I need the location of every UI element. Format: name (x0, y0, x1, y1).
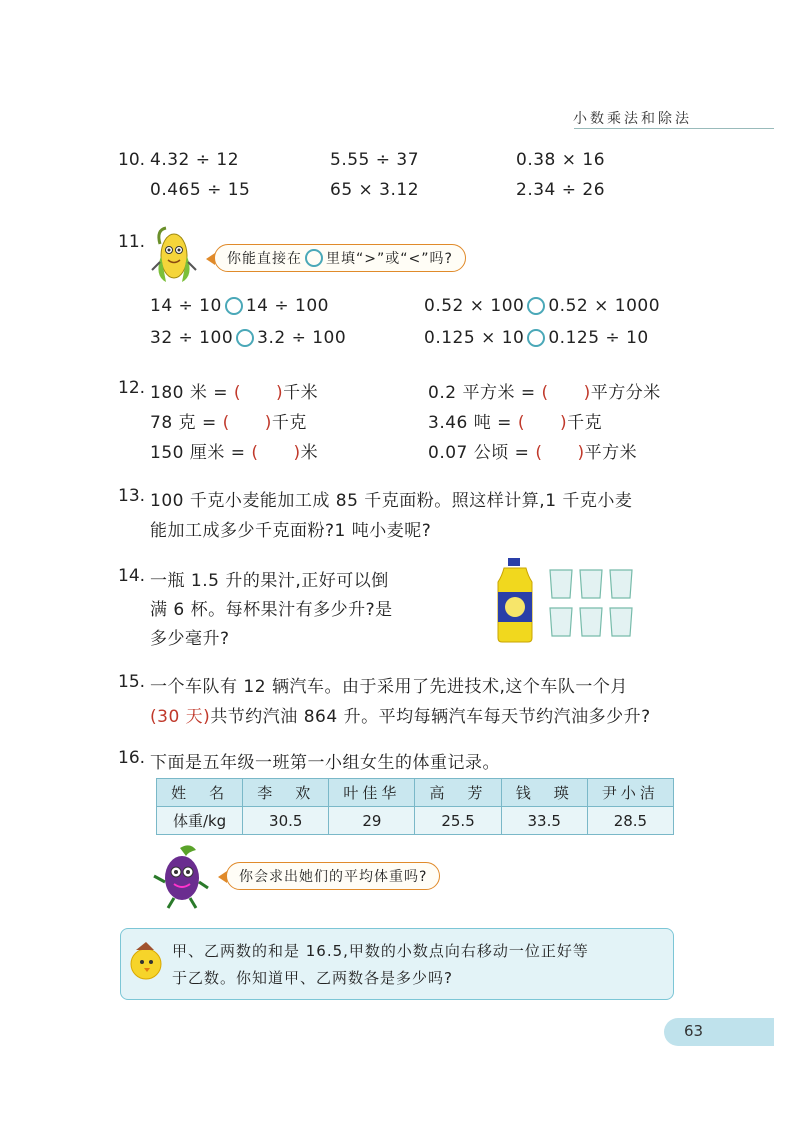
compare-right: 0.52 × 1000 (548, 296, 661, 316)
conversion-before: 180 米 = (150, 383, 228, 403)
q14-text: 多少毫升? (150, 629, 230, 649)
q14-number: 14. (118, 566, 146, 586)
conversion-unit: 米 (300, 443, 319, 463)
q10-expr: 0.465 ÷ 15 (150, 180, 251, 200)
conversion-item (428, 378, 661, 403)
answer-blank[interactable]: ( ) (535, 443, 585, 463)
bubble-text: 里填“>”或“<”吗? (326, 251, 453, 267)
conversion-item (150, 408, 307, 433)
q16-number: 16. (118, 748, 146, 768)
conversion-unit: 平方米 (584, 443, 638, 463)
q16-intro: 下面是五年级一班第一小组女生的体重记录。 (150, 753, 500, 773)
answer-circle[interactable] (527, 329, 545, 347)
juice-bottle-and-cups-illustration (494, 558, 644, 644)
cup-icon (550, 570, 632, 636)
weight-table (156, 778, 674, 835)
conversion-unit: 千米 (283, 383, 319, 403)
q10-expr: 65 × 3.12 (330, 180, 420, 200)
compare-circle-icon (305, 249, 323, 267)
conversion-item (150, 438, 318, 463)
compare-right: 0.125 ÷ 10 (548, 328, 649, 348)
answer-circle[interactable] (236, 329, 254, 347)
q16-speech-bubble (226, 862, 440, 890)
q11-number: 11. (118, 232, 146, 252)
conversion-unit: 千克 (271, 413, 307, 433)
thinking-line: 甲、乙两数的和是 16.5,甲数的小数点向右移动一位正好等 (172, 942, 589, 960)
eggplant-mascot-icon (150, 842, 212, 910)
answer-circle[interactable] (225, 297, 243, 315)
bubble-text: 你会求出她们的平均体重吗? (239, 869, 428, 885)
conversion-before: 0.2 平方米 = (428, 383, 536, 403)
q14-text: 满 6 杯。每杯果汁有多少升?是 (150, 600, 393, 620)
conversion-item (150, 378, 318, 403)
answer-circle[interactable] (527, 297, 545, 315)
page-number: 63 (684, 1022, 704, 1040)
conversion-item (428, 408, 602, 433)
q15-number: 15. (118, 672, 146, 692)
table-row-label: 体重/kg (157, 807, 243, 835)
q12-number: 12. (118, 378, 146, 398)
table-header-cell: 钱 瑛 (501, 779, 587, 807)
answer-blank[interactable]: ( ) (233, 383, 284, 403)
table-cell: 29 (329, 807, 415, 835)
compare-item (150, 296, 329, 316)
chick-mascot-icon (126, 938, 166, 982)
bubble-text: 你能直接在 (227, 251, 302, 267)
compare-left: 32 ÷ 100 (150, 328, 234, 348)
conversion-before: 78 克 = (150, 413, 217, 433)
compare-item (150, 328, 346, 348)
chapter-title: 小数乘法和除法 (573, 111, 692, 127)
q15-text: 一个车队有 12 辆汽车。由于采用了先进技术,这个车队一个月 (150, 677, 628, 697)
conversion-unit: 千克 (567, 413, 603, 433)
q13-text: 100 千克小麦能加工成 85 千克面粉。照这样计算,1 千克小麦 (150, 491, 633, 511)
q15-text-rest: 共节约汽油 864 升。平均每辆汽车每天节约汽油多少升? (210, 707, 651, 727)
conversion-before: 3.46 吨 = (428, 413, 512, 433)
q15-text (150, 702, 651, 727)
answer-blank[interactable]: ( ) (541, 383, 591, 403)
conversion-unit: 平方分米 (590, 383, 661, 403)
table-header-cell: 高 芳 (415, 779, 501, 807)
table-header-row (157, 779, 674, 807)
answer-blank[interactable]: ( ) (517, 413, 568, 433)
compare-left: 0.52 × 100 (424, 296, 525, 316)
conversion-before: 0.07 公顷 = (428, 443, 530, 463)
table-header-cell: 尹小洁 (587, 779, 673, 807)
answer-blank[interactable]: ( ) (222, 413, 272, 433)
table-row (157, 807, 674, 835)
table-cell: 33.5 (501, 807, 587, 835)
q13-number: 13. (118, 486, 146, 506)
compare-item (424, 296, 660, 316)
juice-bottle-icon (498, 558, 532, 642)
q10-expr: 0.38 × 16 (516, 150, 606, 170)
table-header-cell: 叶佳华 (329, 779, 415, 807)
compare-left: 0.125 × 10 (424, 328, 525, 348)
compare-item (424, 328, 649, 348)
q10-expr: 2.34 ÷ 26 (516, 180, 606, 200)
table-header-cell: 李 欢 (243, 779, 329, 807)
q13-text: 能加工成多少千克面粉?1 吨小麦呢? (150, 521, 432, 541)
corn-mascot-icon (150, 226, 202, 288)
thinking-text (172, 938, 589, 992)
conversion-item (428, 438, 637, 463)
compare-left: 14 ÷ 10 (150, 296, 222, 316)
conversion-before: 150 厘米 = (150, 443, 246, 463)
answer-blank[interactable]: ( ) (251, 443, 301, 463)
q10-expr: 5.55 ÷ 37 (330, 150, 420, 170)
table-cell: 25.5 (415, 807, 501, 835)
q15-days-note: (30 天) (150, 707, 211, 727)
table-cell: 30.5 (243, 807, 329, 835)
chapter-rule (574, 128, 774, 129)
thinking-line: 于乙数。你知道甲、乙两数各是多少吗? (172, 969, 453, 987)
q11-speech-bubble (214, 244, 466, 272)
q10-number: 10. (118, 150, 146, 170)
compare-right: 3.2 ÷ 100 (257, 328, 347, 348)
page-number-tab (664, 1018, 774, 1046)
table-header-cell: 姓 名 (157, 779, 243, 807)
q10-expr: 4.32 ÷ 12 (150, 150, 240, 170)
table-cell: 28.5 (587, 807, 673, 835)
compare-right: 14 ÷ 100 (245, 296, 329, 316)
q14-text: 一瓶 1.5 升的果汁,正好可以倒 (150, 571, 389, 591)
